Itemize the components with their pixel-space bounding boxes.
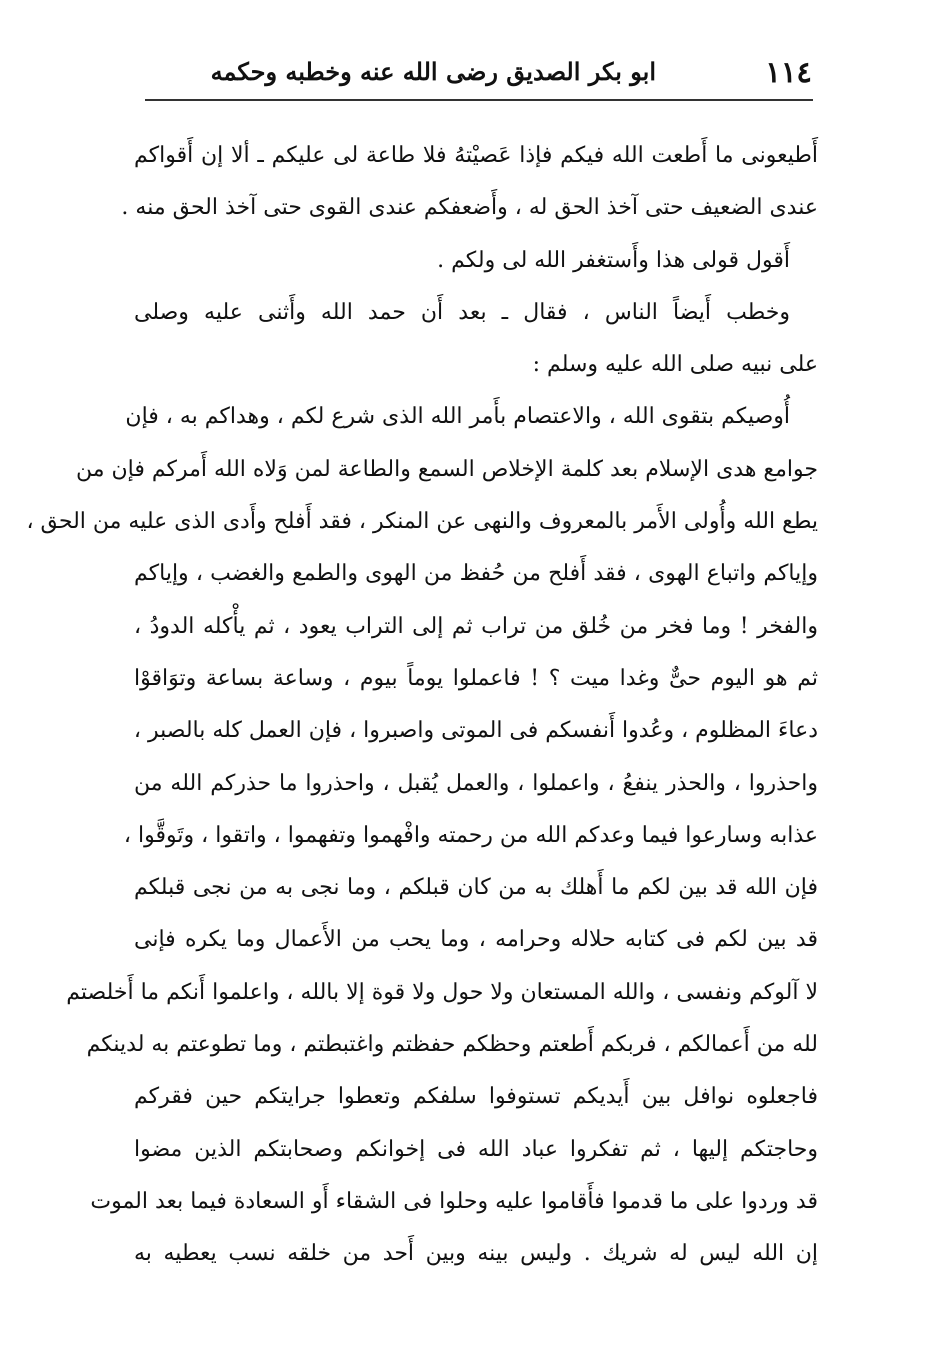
text-line: دعاءَ المظلوم ، وعُدوا أَنفسكم فى الموتى واصبروا ، فإن العمل كله بالصبر ، (133, 718, 818, 744)
body-text (26, 130, 818, 1281)
text-line: لله من أَعمالكم ، فربكم أَطعتم وحظكم حفظتم واغتبطتم ، وما تطوعتم به لدينكم (86, 1032, 818, 1058)
text-line: يطع الله وأُولى الأَمر بالمعروف والنهى عن المنكر ، فقد أَفلح وأَدى الذى عليه من الحق ، (26, 509, 818, 535)
text-line: عندى الضعيف حتى آخذ الحق له ، وأَضعفكم عندى القوى حتى آخذ الحق منه . (121, 195, 818, 221)
text-line: قد بين لكم فى كتابه حلاله وحرامه ، وما يحب من الأَعمال وما يكره فإنى (134, 927, 818, 953)
text-line: أُوصيكم بتقوى الله ، والاعتصام بأَمر الله الذى شرع لكم ، وهداكم به ، فإن (125, 404, 790, 430)
text-line: أَقول قولى هذا وأَستغفر الله لى ولكم . (437, 247, 790, 273)
text-line: وحاجتكم إليها ، ثم تفكروا عباد الله فى إخوانكم وصحابتكم الذين مضوا (134, 1136, 818, 1162)
text-line: على نبيه صلى الله عليه وسلم : (532, 352, 818, 378)
page-number: ١١٤ (765, 55, 812, 89)
text-line: جوامع هدى الإسلام بعد كلمة الإخلاص السمع والطاعة لمن وَلاه الله أَمركم فإن من (75, 456, 818, 482)
text-line: قد وردوا على ما قدموا فأَقاموا عليه وحلوا فى الشقاء أَو السعادة فيما بعد الموت (90, 1188, 818, 1214)
text-line: عذابه وسارعوا فيما وعدكم الله من رحمته وافْهموا وتفهموا ، واتقوا ، وتَوقَّوا ، (123, 822, 818, 848)
text-line: واحذروا ، والحذر ينفعُ ، واعملوا ، والعمل يُقبل ، واحذروا ما حذركم الله من (134, 770, 818, 796)
text-line: فإن الله قد بين لكم ما أَهلك به من كان قبلكم ، وما نجى به من نجى قبلكم (134, 875, 818, 901)
text-line: لا آلوكم ونفسى ، والله المستعان ولا حول ولا قوة إلا بالله ، واعلموا أَنكم ما أَخلصتم (66, 979, 818, 1005)
text-line: وخطب أَيضاً الناس ، فقال ـ بعد أَن حمد الله وأَثنى عليه وصلى (134, 299, 790, 325)
text-line: والفخر ! وما فخر من خُلق من تراب ثم إلى التراب يعود ، ثم يأْكله الدودُ ، (134, 613, 818, 639)
text-line: أَطيعونى ما أَطعت الله فيكم فإذا عَصيْتهُ فلا طاعة لى عليكم ـ ألا إن أَقواكم (134, 143, 818, 168)
header-rule (145, 99, 813, 101)
page-header (140, 52, 812, 92)
text-line: فاجعلوه نوافل بين أَيديكم تستوفوا سلفكم وتعطوا جرايتكم حين فقركم (134, 1084, 818, 1110)
text-line: إن الله ليس له شريك . وليس بينه وبين أَحد من خلقه نسب يعطيه به (134, 1241, 818, 1267)
text-line: وإياكم واتباع الهوى ، فقد أَفلح من حُفظ من الهوى والطمع والغضب ، وإياكم (134, 561, 818, 587)
text-line: ثم هو اليوم حىٌّ وغدا ميت ؟ ! فاعملوا يوماً بيوم ، وساعة بساعة وتوَاقوْا (134, 665, 818, 691)
running-title: ابو بكر الصديق رضى الله عنه وخطبه وحكمه (210, 57, 656, 86)
